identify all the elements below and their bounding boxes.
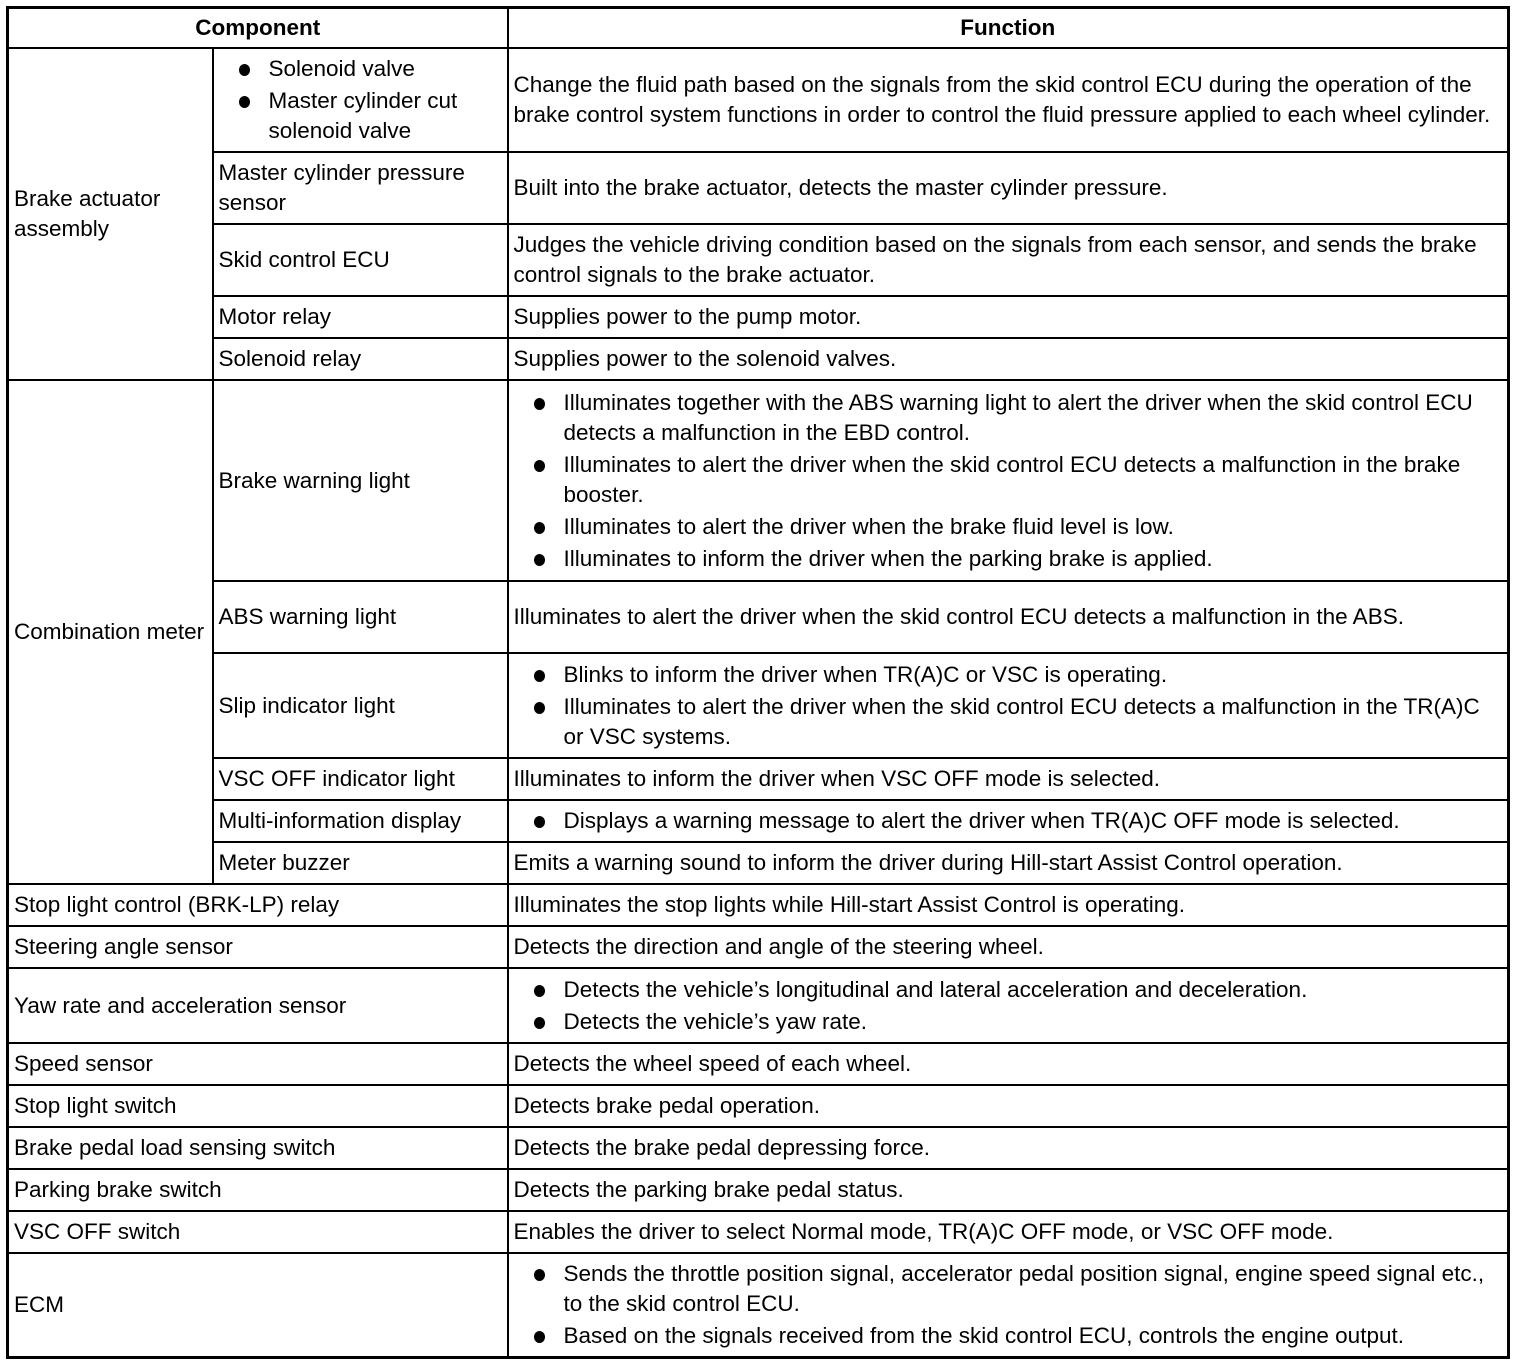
table-row: [8, 296, 1509, 338]
component-cell: Solenoid relay: [213, 338, 508, 380]
function-cell: Built into the brake actuator, detects the master cylinder pressure.: [508, 152, 1509, 224]
component-cell: Stop light control (BRK-LP) relay: [8, 884, 508, 926]
function-bullet-list: [514, 1259, 1503, 1351]
component-cell: Steering angle sensor: [8, 926, 508, 968]
function-cell: [508, 800, 1509, 842]
component-cell: Stop light switch: [8, 1085, 508, 1127]
component-cell: Master cylinder pressure sensor: [213, 152, 508, 224]
component-cell: Meter buzzer: [213, 842, 508, 884]
group-label-combination-meter: Combination meter: [8, 380, 213, 884]
function-cell: Detects the brake pedal depressing force.: [508, 1127, 1509, 1169]
function-bullet-list: [514, 806, 1503, 836]
table-row: [8, 1043, 1509, 1085]
table-row: [8, 224, 1509, 296]
function-cell: Detects the wheel speed of each wheel.: [508, 1043, 1509, 1085]
table-row: [8, 842, 1509, 884]
table-row: [8, 48, 1509, 152]
bullet-item: Blinks to inform the driver when TR(A)C or VSC is operating.: [514, 660, 1503, 690]
function-cell: [508, 968, 1509, 1043]
function-cell: Emits a warning sound to inform the driver during Hill-start Assist Control operation.: [508, 842, 1509, 884]
table-row: [8, 1253, 1509, 1358]
table-row: [8, 758, 1509, 800]
table-row: [8, 926, 1509, 968]
header-row: [8, 8, 1509, 49]
bullet-item: Based on the signals received from the skid control ECU, controls the engine output.: [514, 1321, 1503, 1351]
component-cell: Brake pedal load sensing switch: [8, 1127, 508, 1169]
bullet-item: Illuminates together with the ABS warning light to alert the driver when the skid control ECU detects a malfunction in the EBD control.: [514, 388, 1503, 448]
bullet-item: Sends the throttle position signal, accelerator pedal position signal, engine speed signal etc., to the skid control ECU.: [514, 1259, 1503, 1319]
component-function-table: [6, 6, 1510, 1359]
function-cell: Supplies power to the solenoid valves.: [508, 338, 1509, 380]
function-cell: [508, 1253, 1509, 1358]
function-cell: Enables the driver to select Normal mode, TR(A)C OFF mode, or VSC OFF mode.: [508, 1211, 1509, 1253]
component-cell: Motor relay: [213, 296, 508, 338]
table-row: [8, 653, 1509, 758]
table-row: [8, 884, 1509, 926]
component-cell: Speed sensor: [8, 1043, 508, 1085]
table-row: [8, 968, 1509, 1043]
header-function: Function: [508, 8, 1509, 49]
bullet-item: Solenoid valve: [219, 54, 502, 84]
function-cell: Judges the vehicle driving condition based on the signals from each sensor, and sends the brake control signals to the brake actuator.: [508, 224, 1509, 296]
bullet-item: Detects the vehicle’s yaw rate.: [514, 1007, 1503, 1037]
header-component: Component: [8, 8, 508, 49]
component-cell: Yaw rate and acceleration sensor: [8, 968, 508, 1043]
component-cell: VSC OFF switch: [8, 1211, 508, 1253]
function-cell: Illuminates the stop lights while Hill-start Assist Control is operating.: [508, 884, 1509, 926]
table-row: [8, 380, 1509, 581]
component-cell: Parking brake switch: [8, 1169, 508, 1211]
function-cell: Illuminates to alert the driver when the skid control ECU detects a malfunction in the ABS.: [508, 581, 1509, 653]
table-row: [8, 152, 1509, 224]
bullet-item: Displays a warning message to alert the driver when TR(A)C OFF mode is selected.: [514, 806, 1503, 836]
bullet-item: Illuminates to alert the driver when the skid control ECU detects a malfunction in the brake booster.: [514, 450, 1503, 510]
table-row: [8, 800, 1509, 842]
component-cell: ABS warning light: [213, 581, 508, 653]
function-cell: Illuminates to inform the driver when VSC OFF mode is selected.: [508, 758, 1509, 800]
table-row: [8, 1211, 1509, 1253]
component-bullet-list: [219, 54, 502, 146]
component-cell: ECM: [8, 1253, 508, 1358]
component-cell: Brake warning light: [213, 380, 508, 581]
component-cell: VSC OFF indicator light: [213, 758, 508, 800]
function-bullet-list: [514, 388, 1503, 574]
function-cell: Detects brake pedal operation.: [508, 1085, 1509, 1127]
table-row: [8, 1127, 1509, 1169]
component-cell: [213, 48, 508, 152]
table-row: [8, 1085, 1509, 1127]
function-bullet-list: [514, 975, 1503, 1037]
function-bullet-list: [514, 660, 1503, 752]
bullet-item: Illuminates to alert the driver when the skid control ECU detects a malfunction in the TR(A)C or VSC systems.: [514, 692, 1503, 752]
function-cell: Change the fluid path based on the signals from the skid control ECU during the operation of the brake control system functions in order to control the fluid pressure applied to each wheel cylinder.: [508, 48, 1509, 152]
table-row: [8, 581, 1509, 653]
bullet-item: Illuminates to inform the driver when the parking brake is applied.: [514, 544, 1503, 574]
component-cell: Slip indicator light: [213, 653, 508, 758]
component-cell: Skid control ECU: [213, 224, 508, 296]
table-row: [8, 1169, 1509, 1211]
function-cell: Supplies power to the pump motor.: [508, 296, 1509, 338]
bullet-item: Illuminates to alert the driver when the brake fluid level is low.: [514, 512, 1503, 542]
bullet-item: Detects the vehicle’s longitudinal and lateral acceleration and deceleration.: [514, 975, 1503, 1005]
function-cell: Detects the direction and angle of the steering wheel.: [508, 926, 1509, 968]
group-label-brake-actuator-assembly: Brake actuator assembly: [8, 48, 213, 380]
function-cell: [508, 380, 1509, 581]
component-cell: Multi-information display: [213, 800, 508, 842]
table-row: [8, 338, 1509, 380]
function-cell: [508, 653, 1509, 758]
bullet-item: Master cylinder cut solenoid valve: [219, 86, 502, 146]
function-cell: Detects the parking brake pedal status.: [508, 1169, 1509, 1211]
